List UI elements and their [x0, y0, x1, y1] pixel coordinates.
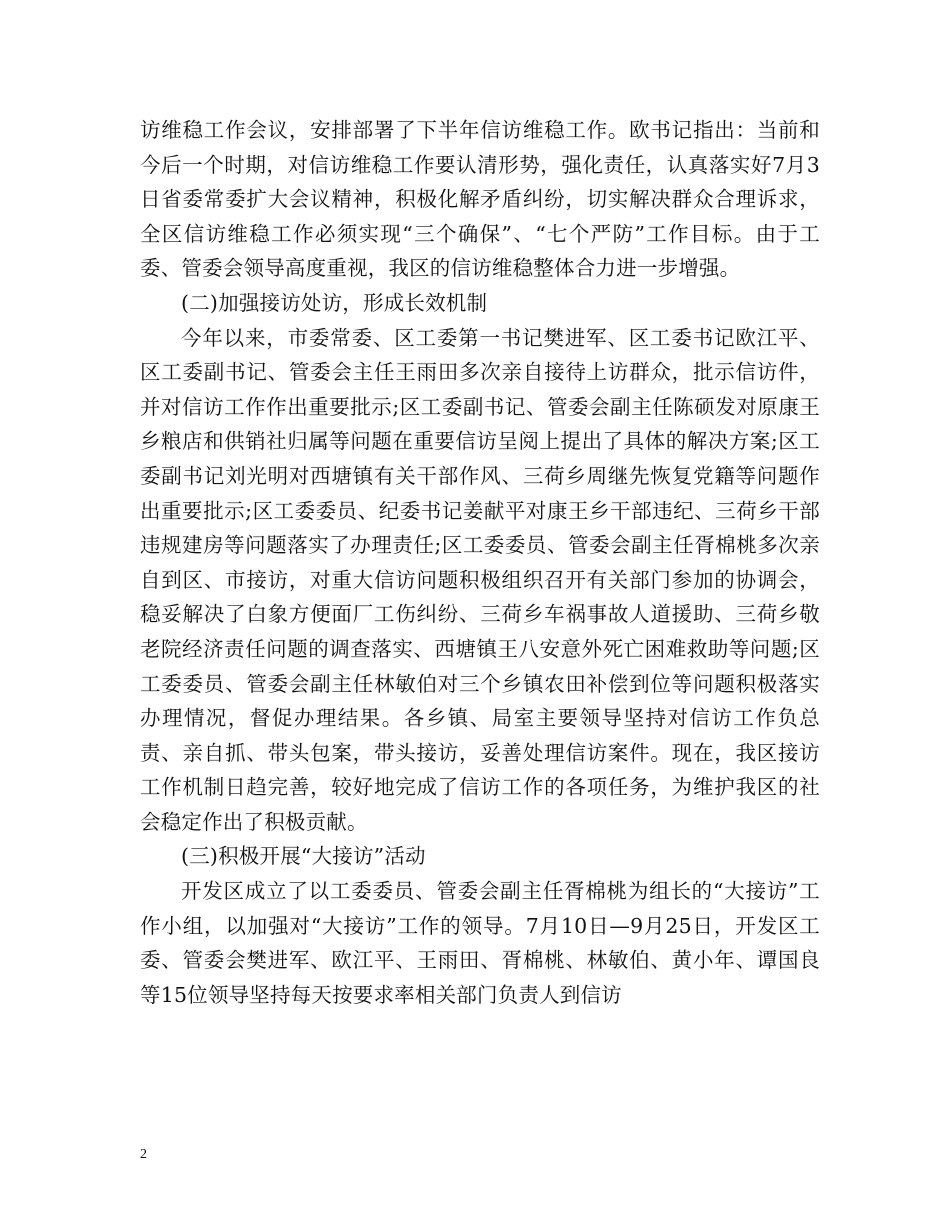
page-number: 2	[140, 1147, 147, 1162]
paragraph-big-visit: 开发区成立了以工委委员、管委会副主任胥棉桃为组长的“大接访”工作小组，以加强对“大接访”工作的领导。7月10日—9月25日，开发区工委、管委会樊进军、欧江平、王雨田、胥棉桃、林敏伯、黄小年、谭国良等15位领导坚持每天按要求率相关部门负责人到信访	[140, 879, 820, 1007]
section-heading-2: (二)加强接访处访，形成长效机制	[181, 290, 488, 315]
paragraph-continuation: 访维稳工作会议，安排部署了下半年信访维稳工作。欧书记指出：当前和今后一个时期，对信访维稳工作要认清形势，强化责任，认真落实好7月3日省委常委扩大会议精神，积极化解矛盾纠纷，切实解决群众合理诉求，全区信访维稳工作必须实现“三个确保”、“七个严防”工作目标。由于工委、管委会领导高度重视，我区的信访维稳整体合力进一步增强。	[140, 118, 820, 281]
paragraph-leadership: 今年以来，市委常委、区工委第一书记樊进军、区工委书记欧江平、区工委副书记、管委会主任王雨田多次亲自接待上访群众，批示信访件，并对信访工作作出重要批示;区工委副书记、管委会副主任陈硕发对原康王乡粮店和供销社归属等问题在重要信访呈阅上提出了具体的解决方案;区工委副书记刘光明对西塘镇有关干部作风、三荷乡周继先恢复党籍等问题作出重要批示;区工委委员、纪委书记姜献平对康王乡干部违纪、三荷乡干部违规建房等问题落实了办理责任;区工委委员、管委会副主任胥棉桃多次亲自到区、市接访，对重大信访问题积极组织召开有关部门参加的协调会，稳妥解决了白象方便面厂工伤纠纷、三荷乡车祸事故人道援助、三荷乡敬老院经济责任问题的调查落实、西塘镇王八安意外死亡困难救助等问题;区工委委员、管委会副主任林敏伯对三个乡镇农田补偿到位等问题积极落实办理情况，督促办理结果。各乡镇、局室主要领导坚持对信访工作负总责、亲自抓、带头包案，带头接访，妥善处理信访案件。现在，我区接访工作机制日趋完善，较好地完成了信访工作的各项任务，为维护我区的社会稳定作出了积极贡献。	[140, 325, 820, 834]
section-heading-3: (三)积极开展“大接访”活动	[181, 844, 426, 869]
document-body	[140, 113, 820, 1012]
